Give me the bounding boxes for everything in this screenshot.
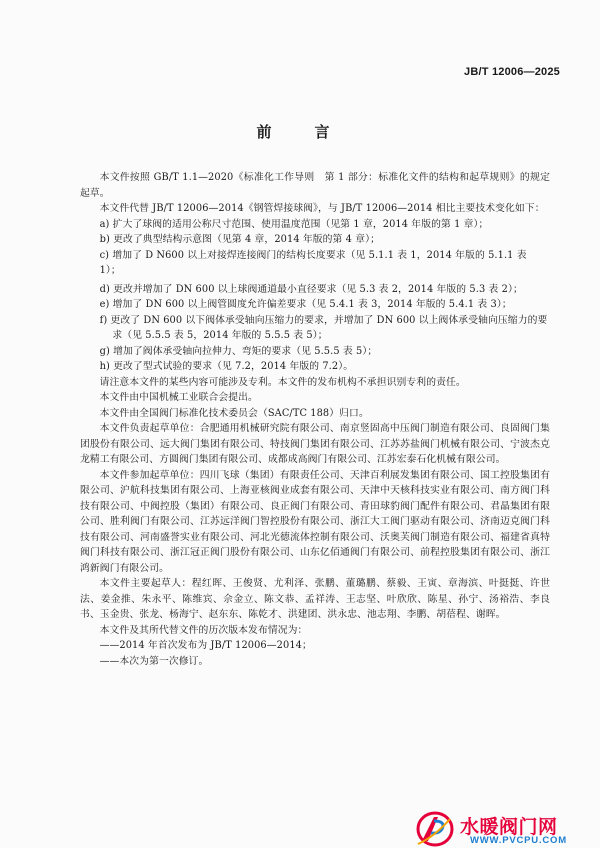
change-item: a) 扩大了球阀的适用公称尺寸范围、使用温度范围（见第 1 章，2014 年版的第 1 章）； <box>99 218 489 230</box>
paragraph-participating-drafters: 本文件参加起草单位：四川飞球（集团）有限责任公司、天津百利展发集团有限公司、国工控股集团有限公司、沪航科技集团有限公司、上海亚核阀业成套有限公司、天津中天核科技实业有限公司、南方阀门科技有限公司、中阀控股（集团）有限公司、良正阀门有限公司、青田球豹阀门配件有限公司、君晶集团有限公司、胜利阀门有限公司、江苏远洋阀门智控股份有限公司、浙江大工阀门驱动有限公司、济南迈克阀门科技有限公司、河南盛誉实业有限公司、河北光德流体控制有限公司、沃奥芙阀门制造有限公司、福建省真特阀门科技有限公司、浙江冠正阀门股份有限公司、山东亿佰通阀门有限公司、前程控股集团有限公司、浙江鸿新阀门有限公司。 <box>80 469 550 574</box>
change-item: e) 增加了 DN 600 以上阀管圆度允许偏差要求（见 5.4.1 表 3，2014 年版的 5.4.1 表 3）； <box>99 299 512 310</box>
paragraph-lead-drafters: 本文件负责起草单位：合肥通用机械研究院有限公司、南京竖固高中压阀门制造有限公司、良固阀门集团股份有限公司、远大阀门集团有限公司、特技阀门集团有限公司、江苏苏盐阀门机械有限公司、宁波杰克龙精工有限公司、方圆阀门集团有限公司、成都成高阀门有限公司、江苏宏泰石化机械有限公司。 <box>80 423 550 465</box>
pv-logo-icon <box>414 811 454 848</box>
paragraph-patent-notice: 请注意本文件的某些内容可能涉及专利。本文件的发布机构不承担识别专利的责任。 <box>99 376 466 388</box>
paragraph-drafting-rules: 本文件按照 GB/T 1.1—2020《标准化工作导则 第 1 部分：标准化文件的结构和起草规则》的规定起草。 <box>80 172 550 199</box>
paragraph-main-drafters: 本文件主要起草人：程红晖、王俊贤、尤利泽、张鹏、董璐鹏、蔡毅、王寅、章海滨、叶挺挺、许世法、姜金推、朱永平、陈维宾、佘金立、陈文恭、孟祥涛、王志坚、叶欣欣、陈星、孙宁、汤裕浩、李良书、玉金贵、张龙、杨海宁、赵东东、陈乾才、洪建团、洪永忠、池志翔、李鹏、胡蓓程、谢晖。 <box>80 578 550 620</box>
change-item: c) 增加了 D N600 以上对接焊连接阀门的结构长度要求（见 5.1.1 表 1，2014 年版的 5.1.1 表 1）； <box>99 249 527 276</box>
watermark-site-name: 水暖阀门网 <box>460 816 558 838</box>
paragraph-version-history: 本文件及其所代替文件的历次版本发布情况为： <box>99 624 308 636</box>
change-item: d) 更改并增加了 DN 600 以上球阀通道最小直径要求（见 5.3 表 2，2014 年版的 5.3 表 2）； <box>99 283 523 295</box>
foreword-body <box>80 170 550 669</box>
change-item: f) 更改了 DN 600 以下阀体承受轴向压缩力的要求，并增加了 DN 600 以上阀体承受轴向压缩力的要求（见 5.5.5 表 5，2014 年版的 5.5.5 表 5）； <box>99 314 548 341</box>
paragraph-replaces: 本文件代替 JB/T 12006—2014《钢管焊接球阀》，与 JB/T 12006—2014 相比主要技术变化如下： <box>99 203 545 214</box>
page-title: 前 言 <box>256 123 344 141</box>
history-item: ——2014 年首次发布为 JB/T 12006—2014； <box>99 640 312 651</box>
paragraph-committee: 本文件由全国阀门标准化技术委员会（SAC/TC 188）归口。 <box>99 407 369 419</box>
standard-code: JB/T 12006—2025 <box>464 66 560 78</box>
change-item: h) 更改了型式试验的要求（见 7.2，2014 年版的 7.2）。 <box>99 361 354 372</box>
paragraph-proposer: 本文件由中国机械工业联合会提出。 <box>99 392 258 403</box>
change-item: b) 更改了典型结构示意图（见第 4 章，2014 年版的第 4 章）； <box>99 234 381 245</box>
watermark-url: WWW.PVCPU.COM <box>470 835 567 846</box>
site-watermark <box>414 811 600 848</box>
history-item: ——本次为第一次修订。 <box>99 655 209 667</box>
change-item: g) 增加了阀体承受轴向拉伸力、弯矩的要求（见 5.5.5 表 5）； <box>99 345 378 357</box>
